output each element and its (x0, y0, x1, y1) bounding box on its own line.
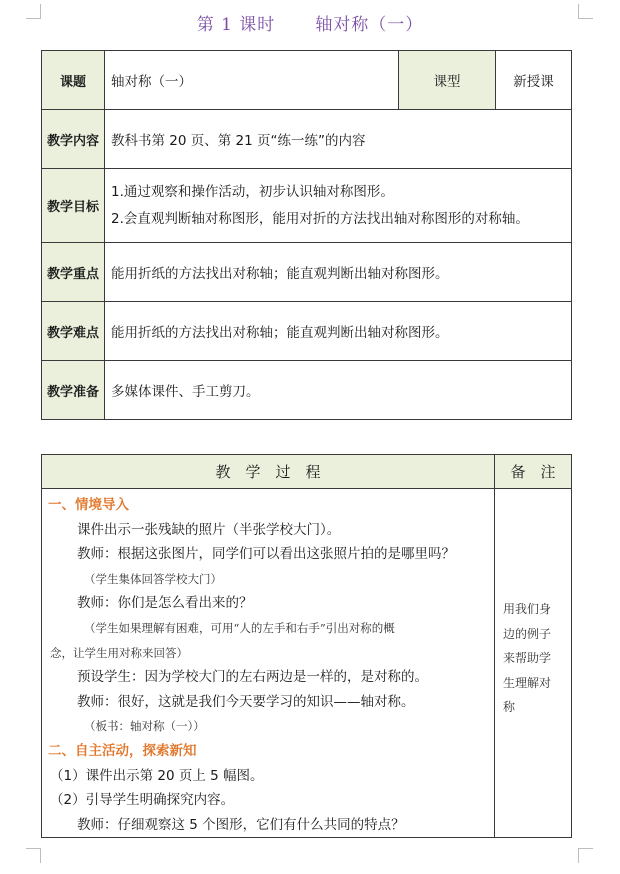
info-row-content (42, 110, 572, 169)
lesson-type-value: 新授课 (496, 51, 572, 110)
note-line: 称 (503, 700, 516, 714)
info-value: 教科书第 20 页、第 21 页“练一练”的内容 (105, 110, 572, 169)
info-row-objectives (42, 169, 572, 243)
info-value: 轴对称（一） (105, 51, 399, 110)
process-content (42, 489, 495, 838)
process-body-row (42, 489, 572, 838)
process-note-line: 念，让学生用对称来回答） (50, 645, 188, 660)
info-row-topic (42, 51, 572, 110)
info-value: 多媒体课件、手工剪刀。 (105, 361, 572, 420)
process-line: 预设学生：因为学校大门的左右两边是一样的，是对称的。 (77, 669, 428, 686)
info-label: 教学准备 (42, 361, 105, 420)
process-line: （1）课件出示第 20 页上 5 幅图。 (50, 767, 264, 784)
info-row-difficulties (42, 302, 572, 361)
note-line: 用我们身 (503, 602, 552, 616)
info-row-key-points (42, 243, 572, 302)
teaching-process-table (41, 454, 572, 838)
process-note-line: （板书：轴对称（一）） (84, 719, 205, 734)
info-label: 教学难点 (42, 302, 105, 361)
page-title (0, 10, 620, 35)
lesson-number: 第 1 课时 (196, 15, 276, 35)
section-heading: 二、自主活动，探索新知 (48, 742, 197, 759)
info-value: 能用折纸的方法找出对称轴；能直观判断出轴对称图形。 (105, 302, 572, 361)
process-line: 教师：很好，这就是我们今天要学习的知识——轴对称。 (77, 693, 415, 710)
process-line: 教师：根据这张图片，同学们可以看出这张照片拍的是哪里吗？ (77, 546, 455, 563)
process-note-line: （学生如果理解有困难，可用“人的左手和右手”引出对称的概 (84, 620, 395, 635)
info-value: 能用折纸的方法找出对称轴；能直观判断出轴对称图形。 (105, 243, 572, 302)
lesson-topic: 轴对称（一） (315, 15, 424, 35)
process-line: 教师：你们是怎么看出来的？ (77, 595, 253, 612)
lesson-info-table (41, 50, 572, 420)
note-line: 生理解对 (503, 675, 552, 690)
lesson-type-label: 课型 (399, 51, 496, 110)
process-note-line: （学生集体回答学校大门） (84, 571, 222, 586)
corner-mark-bottom-right (578, 848, 593, 863)
process-line: 课件出示一张残缺的照片（半张学校大门）。 (77, 521, 341, 538)
corner-mark-bottom-left (26, 848, 41, 863)
info-label: 教学内容 (42, 110, 105, 169)
process-header: 教 学 过 程 (42, 455, 495, 489)
info-label: 教学重点 (42, 243, 105, 302)
info-value (105, 169, 572, 243)
info-row-preparation (42, 361, 572, 420)
objective-line: 1.通过观察和操作活动，初步认识轴对称图形。 (111, 183, 394, 200)
section-heading: 一、情境导入 (48, 497, 129, 513)
process-line: 教师：仔细观察这 5 个图形，它们有什么共同的特点？ (77, 816, 405, 833)
process-header-row (42, 455, 572, 489)
note-header: 备 注 (495, 455, 572, 489)
note-line: 来帮助学 (503, 651, 552, 665)
note-line: 边的例子 (503, 626, 552, 641)
process-line: （2）引导学生明确探究内容。 (50, 792, 235, 809)
objective-line: 2.会直观判断轴对称图形，能用对折的方法找出轴对称图形的对称轴。 (111, 210, 529, 227)
info-label: 教学目标 (42, 169, 105, 243)
info-label: 课题 (42, 51, 105, 110)
note-content (495, 489, 572, 838)
